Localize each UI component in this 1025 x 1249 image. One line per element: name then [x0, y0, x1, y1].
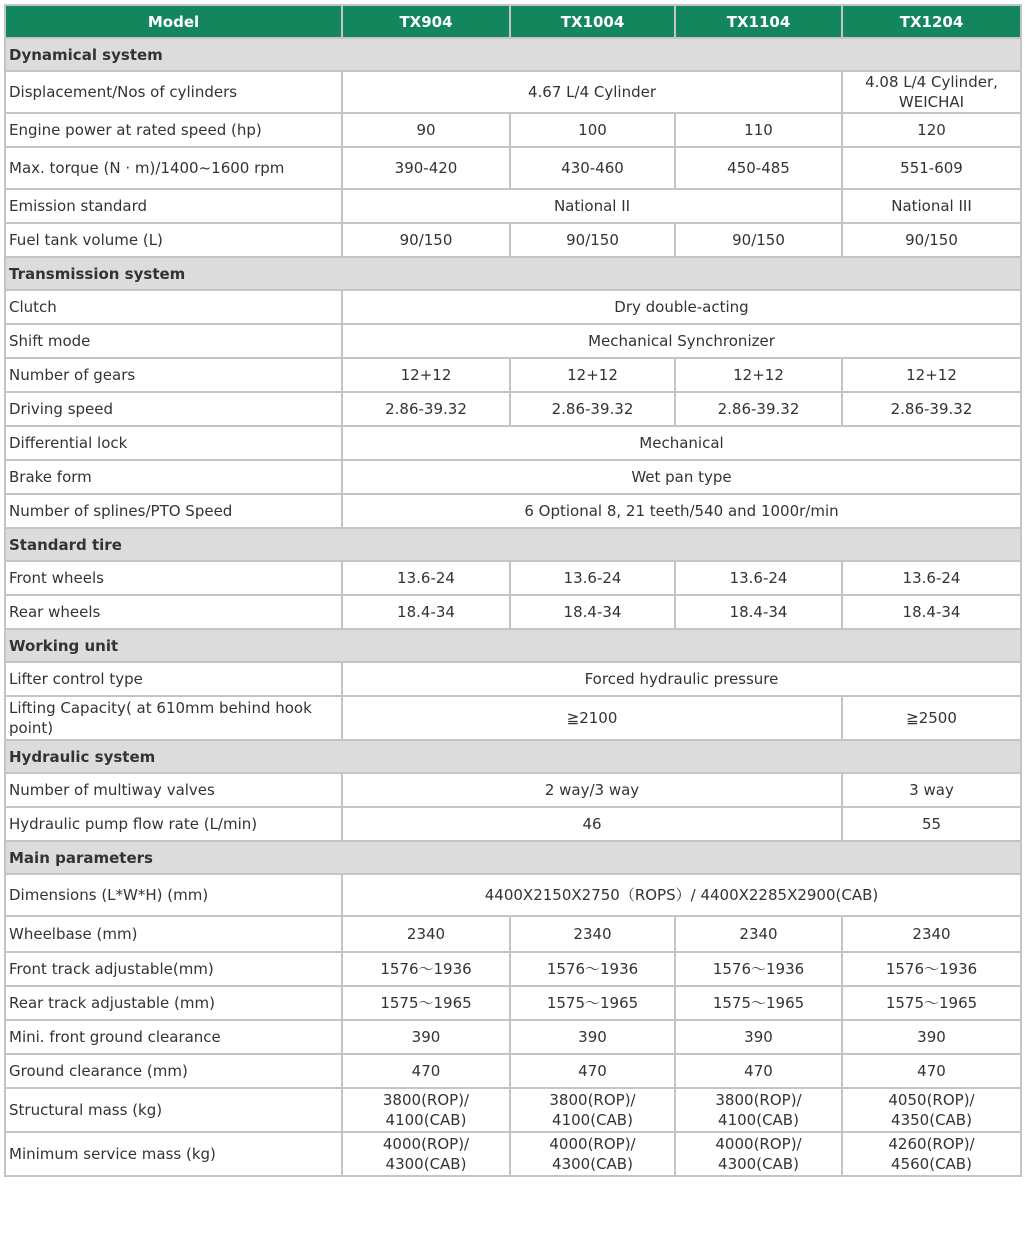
header-tx1104: TX1104 [675, 5, 842, 38]
spec-value: 2.86-39.32 [842, 392, 1021, 426]
spec-value: 18.4-34 [342, 595, 510, 629]
spec-value: 4050(ROP)/ 4350(CAB) [842, 1088, 1021, 1132]
spec-value: Dry double-acting [342, 290, 1021, 324]
spec-label: Lifter control type [5, 662, 342, 696]
section-row-dynamical-system [5, 38, 1021, 71]
spec-value: 4.67 L/4 Cylinder [342, 71, 842, 113]
spec-value: 1576～1936 [675, 952, 842, 986]
spec-label: Front wheels [5, 561, 342, 595]
spec-value: 1575～1965 [842, 986, 1021, 1020]
spec-value: 2340 [342, 916, 510, 952]
spec-value: National III [842, 189, 1021, 223]
spec-row-displacement-nos-of-cylinders [5, 71, 1021, 113]
spec-label: Ground clearance (mm) [5, 1054, 342, 1088]
spec-value: 1576～1936 [342, 952, 510, 986]
spec-value: 110 [675, 113, 842, 147]
section-title: Transmission system [5, 257, 1021, 290]
spec-row-number-of-gears [5, 358, 1021, 392]
spec-label: Front track adjustable(mm) [5, 952, 342, 986]
spec-value: 90 [342, 113, 510, 147]
header-tx904: TX904 [342, 5, 510, 38]
spec-label: Number of splines/PTO Speed [5, 494, 342, 528]
spec-row-driving-speed [5, 392, 1021, 426]
spec-label: Shift mode [5, 324, 342, 358]
section-title: Dynamical system [5, 38, 1021, 71]
spec-value: 1575～1965 [342, 986, 510, 1020]
spec-value: 13.6-24 [675, 561, 842, 595]
spec-label: Hydraulic pump flow rate (L/min) [5, 807, 342, 841]
spec-value: ≧2100 [342, 696, 842, 740]
spec-value: 2.86-39.32 [342, 392, 510, 426]
spec-label: Rear wheels [5, 595, 342, 629]
spec-value: 2 way/3 way [342, 773, 842, 807]
spec-row-engine-power-at-rated-speed-hp [5, 113, 1021, 147]
spec-value: 2.86-39.32 [675, 392, 842, 426]
spec-value: 18.4-34 [675, 595, 842, 629]
spec-value: 120 [842, 113, 1021, 147]
spec-value: 2340 [842, 916, 1021, 952]
spec-label: Mini. front ground clearance [5, 1020, 342, 1054]
spec-value: Forced hydraulic pressure [342, 662, 1021, 696]
spec-value: 100 [510, 113, 675, 147]
spec-label: Minimum service mass (kg) [5, 1132, 342, 1176]
spec-row-number-of-multiway-valves [5, 773, 1021, 807]
spec-value: 450-485 [675, 147, 842, 189]
spec-row-emission-standard [5, 189, 1021, 223]
spec-value: 13.6-24 [510, 561, 675, 595]
spec-table [4, 4, 1022, 1177]
spec-row-mini-front-ground-clearance [5, 1020, 1021, 1054]
spec-value: 390 [342, 1020, 510, 1054]
spec-value: 3 way [842, 773, 1021, 807]
spec-value: 2.86-39.32 [510, 392, 675, 426]
spec-row-front-track-adjustable-mm [5, 952, 1021, 986]
spec-label: Driving speed [5, 392, 342, 426]
spec-label: Engine power at rated speed (hp) [5, 113, 342, 147]
spec-label: Lifting Capacity( at 610mm behind hook point) [5, 696, 342, 740]
spec-value: 12+12 [842, 358, 1021, 392]
header-tx1004: TX1004 [510, 5, 675, 38]
spec-value: 12+12 [510, 358, 675, 392]
spec-row-max-torque-n-m-1400-1600-rpm [5, 147, 1021, 189]
spec-row-rear-wheels [5, 595, 1021, 629]
spec-value: 18.4-34 [510, 595, 675, 629]
spec-value: 390 [842, 1020, 1021, 1054]
spec-value: 4000(ROP)/ 4300(CAB) [510, 1132, 675, 1176]
spec-value: 390 [510, 1020, 675, 1054]
section-title: Standard tire [5, 528, 1021, 561]
spec-label: Brake form [5, 460, 342, 494]
spec-label: Clutch [5, 290, 342, 324]
header-row [5, 5, 1021, 38]
spec-row-rear-track-adjustable-mm [5, 986, 1021, 1020]
spec-value: 470 [675, 1054, 842, 1088]
spec-value: 13.6-24 [342, 561, 510, 595]
spec-value: Mechanical Synchronizer [342, 324, 1021, 358]
spec-value: 470 [842, 1054, 1021, 1088]
spec-label: Emission standard [5, 189, 342, 223]
spec-value: 551-609 [842, 147, 1021, 189]
spec-value: 90/150 [342, 223, 510, 257]
spec-row-dimensions-l-w-h-mm [5, 874, 1021, 916]
section-title: Main parameters [5, 841, 1021, 874]
spec-row-brake-form [5, 460, 1021, 494]
section-row-standard-tire [5, 528, 1021, 561]
spec-label: Fuel tank volume (L) [5, 223, 342, 257]
header-tx1204: TX1204 [842, 5, 1021, 38]
section-row-main-parameters [5, 841, 1021, 874]
spec-value: 90/150 [842, 223, 1021, 257]
spec-value: 46 [342, 807, 842, 841]
spec-row-lifter-control-type [5, 662, 1021, 696]
spec-label: Rear track adjustable (mm) [5, 986, 342, 1020]
spec-value: 18.4-34 [842, 595, 1021, 629]
spec-label: Displacement/Nos of cylinders [5, 71, 342, 113]
spec-label: Number of gears [5, 358, 342, 392]
spec-value: 3800(ROP)/ 4100(CAB) [510, 1088, 675, 1132]
spec-value: 13.6-24 [842, 561, 1021, 595]
spec-value: 12+12 [675, 358, 842, 392]
spec-row-hydraulic-pump-flow-rate-l-min [5, 807, 1021, 841]
spec-value: 2340 [510, 916, 675, 952]
spec-row-minimum-service-mass-kg [5, 1132, 1021, 1176]
spec-value: 3800(ROP)/ 4100(CAB) [675, 1088, 842, 1132]
spec-label: Wheelbase (mm) [5, 916, 342, 952]
spec-row-wheelbase-mm [5, 916, 1021, 952]
spec-value: 1575～1965 [675, 986, 842, 1020]
spec-row-shift-mode [5, 324, 1021, 358]
spec-value: 90/150 [510, 223, 675, 257]
spec-value: 90/150 [675, 223, 842, 257]
spec-value: 1576～1936 [842, 952, 1021, 986]
section-row-transmission-system [5, 257, 1021, 290]
spec-value: National II [342, 189, 842, 223]
spec-label: Differential lock [5, 426, 342, 460]
spec-row-front-wheels [5, 561, 1021, 595]
spec-table-body [5, 38, 1021, 1176]
header-model: Model [5, 5, 342, 38]
spec-value: Wet pan type [342, 460, 1021, 494]
spec-label: Max. torque (N · m)/1400~1600 rpm [5, 147, 342, 189]
spec-label: Structural mass (kg) [5, 1088, 342, 1132]
spec-value: 1576～1936 [510, 952, 675, 986]
spec-label: Number of multiway valves [5, 773, 342, 807]
spec-value: ≧2500 [842, 696, 1021, 740]
spec-row-clutch [5, 290, 1021, 324]
spec-value: 4260(ROP)/ 4560(CAB) [842, 1132, 1021, 1176]
spec-value: 470 [342, 1054, 510, 1088]
section-row-working-unit [5, 629, 1021, 662]
spec-value: 390 [675, 1020, 842, 1054]
spec-value: 1575～1965 [510, 986, 675, 1020]
spec-value: 4000(ROP)/ 4300(CAB) [675, 1132, 842, 1176]
spec-row-differential-lock [5, 426, 1021, 460]
spec-value: 430-460 [510, 147, 675, 189]
spec-value: 4000(ROP)/ 4300(CAB) [342, 1132, 510, 1176]
spec-row-ground-clearance-mm [5, 1054, 1021, 1088]
spec-value: 470 [510, 1054, 675, 1088]
spec-value: 4400X2150X2750（ROPS）/ 4400X2285X2900(CAB) [342, 874, 1021, 916]
spec-label: Dimensions (L*W*H) (mm) [5, 874, 342, 916]
spec-value: 390-420 [342, 147, 510, 189]
section-row-hydraulic-system [5, 740, 1021, 773]
spec-row-number-of-splines-pto-speed [5, 494, 1021, 528]
spec-value: 6 Optional 8, 21 teeth/540 and 1000r/min [342, 494, 1021, 528]
spec-value: 2340 [675, 916, 842, 952]
spec-value: 12+12 [342, 358, 510, 392]
spec-row-lifting-capacity-at-610mm-behind-hook-point [5, 696, 1021, 740]
spec-value: 3800(ROP)/ 4100(CAB) [342, 1088, 510, 1132]
spec-row-structural-mass-kg [5, 1088, 1021, 1132]
spec-value: Mechanical [342, 426, 1021, 460]
spec-row-fuel-tank-volume-l [5, 223, 1021, 257]
spec-value: 55 [842, 807, 1021, 841]
spec-value: 4.08 L/4 Cylinder, WEICHAI [842, 71, 1021, 113]
section-title: Hydraulic system [5, 740, 1021, 773]
section-title: Working unit [5, 629, 1021, 662]
